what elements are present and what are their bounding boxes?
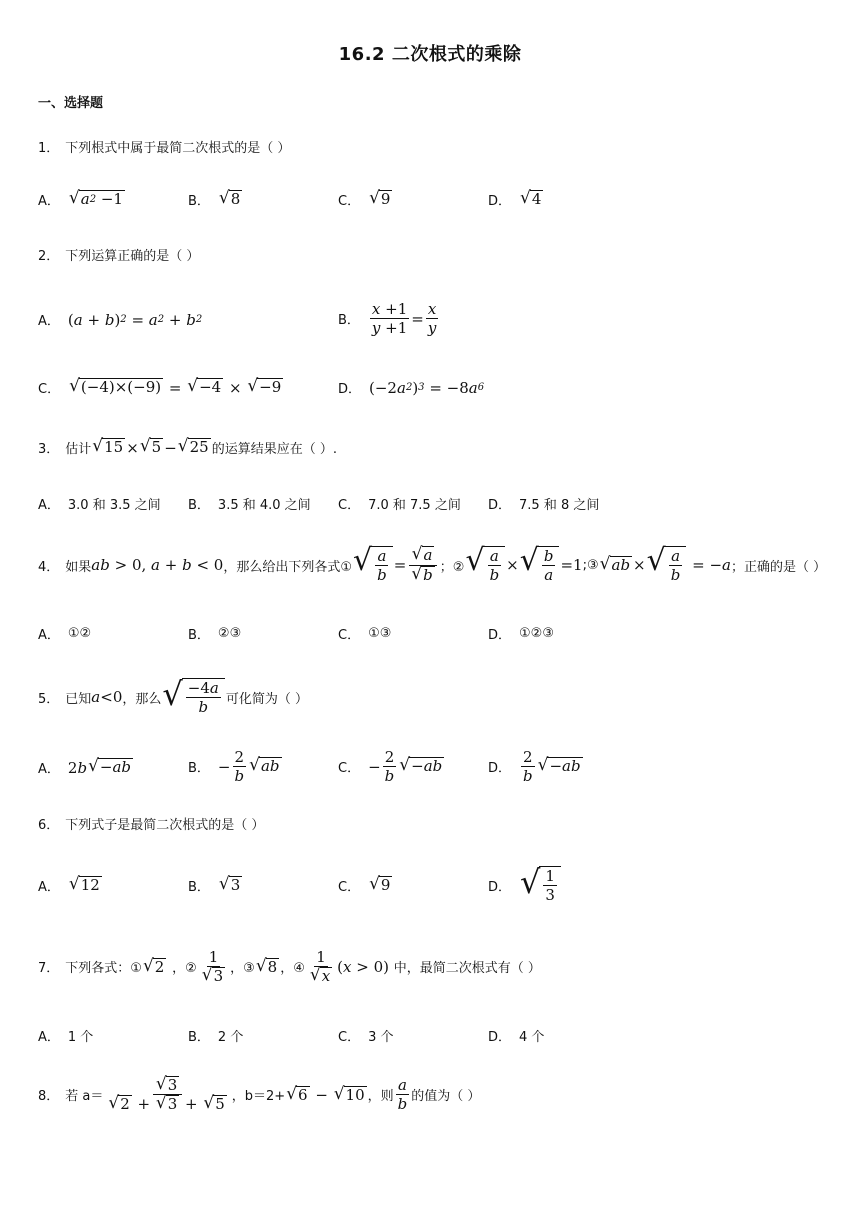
option-a[interactable]: A． √ a 2 −1 xyxy=(38,190,126,209)
question-number: 6． xyxy=(38,818,60,833)
question-stem-post: 可化简为（ ） xyxy=(225,691,308,707)
question-stem: 下列式子是最简二次根式的是（ ） xyxy=(65,818,265,833)
math-item-1: √ 2 xyxy=(142,955,165,976)
option-c[interactable]: C． − $\frac{2}{b}$ √ − ab xyxy=(338,748,445,785)
math-expression: √ 15 × √ 5 − √ 25 xyxy=(92,436,209,457)
question-3 xyxy=(38,438,337,457)
math-condition: a <0 xyxy=(91,688,123,706)
option-c[interactable]: C． ①③ xyxy=(338,626,392,643)
math-expression-3: √ ab × √ $\frac{a}{b}$ = − a xyxy=(599,543,731,584)
math-expression-1: √ $\frac{a}{b}$ = √ a √ b xyxy=(352,546,440,584)
question-stem-sep: ；② xyxy=(439,559,465,575)
option-b[interactable]: B． − $\frac{2}{b}$ √ ab xyxy=(188,748,283,785)
question-stem-pre: 如果 xyxy=(65,559,92,575)
math-expression: √ 9 xyxy=(369,874,391,895)
question-number: 3． xyxy=(38,442,60,457)
question-number: 7． xyxy=(38,961,60,977)
option-c[interactable]: C． 7.0 和 7.5 之间 xyxy=(338,498,461,513)
option-a[interactable]: A． 1 个 xyxy=(38,1030,94,1045)
question-stem-post: 的值为（ ） xyxy=(411,1089,481,1105)
option-d[interactable]: D． 7.5 和 8 之间 xyxy=(488,498,600,513)
math-expression: − $\frac{2}{b}$ √ − ab xyxy=(368,748,443,785)
math-expression: $\frac{2}{b}$ √ − ab xyxy=(523,748,581,785)
question-4 xyxy=(38,543,827,584)
math-expression: √ $\frac{1}{3}$ xyxy=(519,866,562,904)
question-5 xyxy=(38,675,308,716)
question-number: 5． xyxy=(38,691,60,707)
question-stem-mid: ，b＝2+ xyxy=(231,1089,286,1105)
question-stem-pre: 下列各式：① xyxy=(65,961,142,977)
option-c[interactable]: C． √ 9 xyxy=(338,876,393,895)
option-b[interactable]: B． √ 3 xyxy=(188,876,243,895)
option-d[interactable]: D． (−2 a 2 ) 3 = −8 a 6 xyxy=(338,378,485,397)
question-stem: 下列运算正确的是（ ） xyxy=(65,249,200,264)
question-stem-mid: ，那么给出下列各式① xyxy=(223,559,353,575)
math-a-expression: √ 3 √ 2 + √ 3 + √ 5 xyxy=(108,1074,225,1114)
math-expression: √ 8 xyxy=(218,188,241,209)
page-title: 16.2 二次根式的乘除 xyxy=(338,44,522,65)
math-expression: √ −4 a b xyxy=(161,678,225,716)
option-a[interactable]: A． 2 b √ − ab xyxy=(38,758,134,777)
question-number: 1． xyxy=(38,141,60,156)
option-d[interactable]: D． $\frac{2}{b}$ √ − ab xyxy=(488,748,584,785)
question-8 xyxy=(38,1076,480,1114)
question-7: 7． 下列各式：① √ 2 ，② 1 √ 3 ，③ √ 8 ，④ 1 √ x ( x > 0) 中，最简二次根式有（ ） xyxy=(38,948,541,985)
math-expression: − $\frac{2}{b}$ √ ab xyxy=(217,748,280,785)
option-d[interactable]: D． ①②③ xyxy=(488,626,554,643)
option-b[interactable]: B． 2 个 xyxy=(188,1030,244,1045)
option-b[interactable]: B． √ 8 xyxy=(188,190,243,209)
math-ratio: $\frac{a}{b}$ xyxy=(397,1076,408,1114)
math-item-3: √ 8 xyxy=(255,955,278,976)
question-2 xyxy=(38,245,199,264)
option-d[interactable]: D． √ $\frac{1}{3}$ xyxy=(488,866,562,904)
option-d[interactable]: D． √ 4 xyxy=(488,190,544,209)
question-stem-mid2: ，则 xyxy=(367,1089,394,1105)
question-6 xyxy=(38,814,264,833)
math-expression: √ 12 xyxy=(68,874,100,895)
question-stem: 下列根式中属于最简二次根式的是（ ） xyxy=(65,141,291,156)
math-b-expression: √ 6 − √ 10 xyxy=(286,1083,365,1104)
math-item-4: 1 √ x ( x > 0) xyxy=(309,948,389,985)
math-expression-2: √ $\frac{a}{b}$ × √ $\frac{b}{a}$ =1 xyxy=(465,543,583,584)
question-number: 8． xyxy=(38,1089,60,1105)
math-expression: √ 3 xyxy=(218,874,241,895)
question-number: 2． xyxy=(38,249,60,264)
option-c[interactable]: C． √ 9 xyxy=(338,190,393,209)
question-stem-pre: 估计 xyxy=(65,442,92,457)
math-expression: 2 b √ − ab xyxy=(67,756,132,777)
math-expression: x +1 y +1 = $\frac{x}{y}$ xyxy=(371,300,437,337)
question-stem-pre: 若 a＝ xyxy=(65,1089,104,1105)
math-condition: ab > 0, a + b < 0 xyxy=(91,556,224,574)
option-d[interactable]: D． 4 个 xyxy=(488,1030,545,1045)
option-c[interactable]: C． 3 个 xyxy=(338,1030,394,1045)
math-expression: (−2 a 2 ) 3 = −8 a 6 xyxy=(369,378,485,397)
question-stem-mid: ，那么 xyxy=(122,691,162,707)
math-expression: √ (−4)×(−9) = √ −4 × √ −9 xyxy=(69,376,282,397)
question-stem-post: 的运算结果应在（ ）. xyxy=(211,442,337,457)
section-title: 一、选择题 xyxy=(38,96,104,111)
option-b[interactable]: B． x +1 y +1 = $\frac{x}{y}$ xyxy=(338,300,440,337)
option-a[interactable]: A． 3.0 和 3.5 之间 xyxy=(38,498,161,513)
option-b[interactable]: B． 3.5 和 4.0 之间 xyxy=(188,498,311,513)
option-b[interactable]: B． ②③ xyxy=(188,626,242,643)
option-a[interactable]: A． ①② xyxy=(38,626,92,643)
math-expression: √ 4 xyxy=(520,188,542,209)
question-stem-sep2: ;③ xyxy=(582,557,599,573)
math-expression: √ 9 xyxy=(369,188,391,209)
option-c[interactable]: C． √ (−4)×(−9) = √ −4 × √ −9 xyxy=(38,378,284,397)
question-stem-pre: 已知 xyxy=(65,691,92,707)
math-expression: ( a + b ) 2 = a 2 + b 2 xyxy=(67,310,203,329)
question-1 xyxy=(38,137,290,156)
question-stem-post: 中，最简二次根式有（ ） xyxy=(393,961,541,977)
option-a[interactable]: A． ( a + b ) 2 = a 2 + b 2 xyxy=(38,310,203,329)
question-stem-post: ；正确的是（ ） xyxy=(731,559,827,575)
question-number: 4． xyxy=(38,559,60,575)
option-a[interactable]: A． √ 12 xyxy=(38,876,103,895)
math-item-2: 1 √ 3 xyxy=(201,948,224,985)
math-expression: √ a 2 −1 xyxy=(68,188,123,209)
